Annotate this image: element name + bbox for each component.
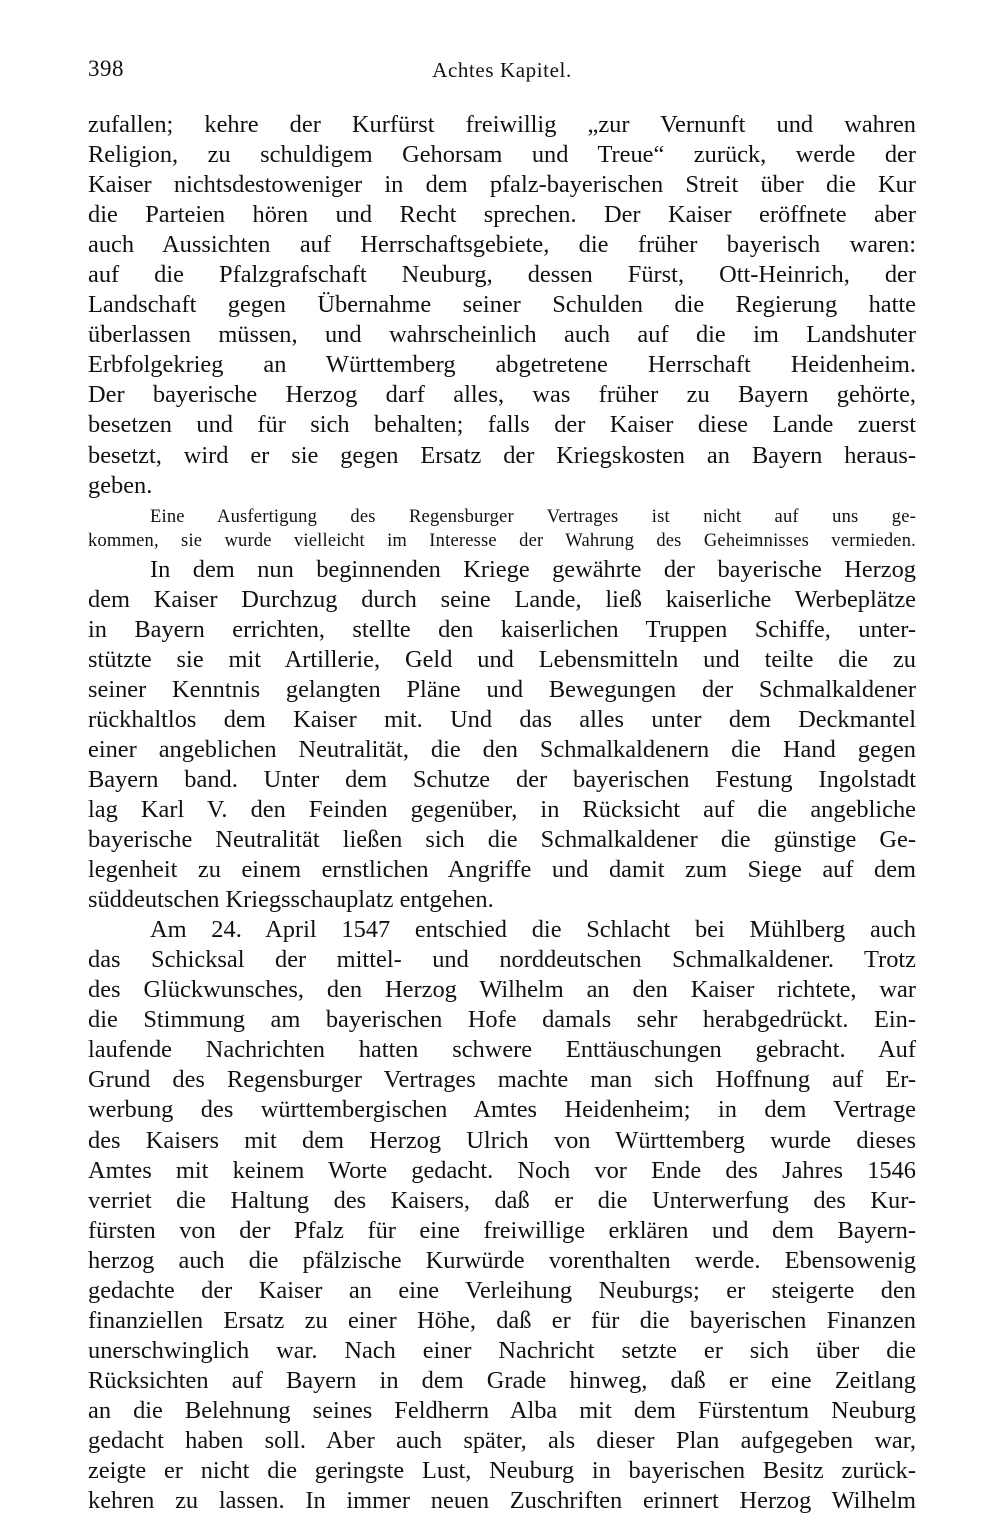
text-line: fürsten von der Pfalz für eine freiwillige erklären und dem Bayern- — [88, 1216, 916, 1244]
text-line: kehren zu lassen. In immer neuen Zuschriften erinnert Herzog Wilhelm — [88, 1487, 916, 1515]
text-line: das Schicksal der mittel- und norddeutschen Schmalkaldener. Trotz — [88, 946, 916, 974]
text-line: besetzen und für sich behalten; falls der Kaiser diese Lande zuerst — [88, 411, 916, 439]
text-line: überlassen müssen, und wahrscheinlich auch auf die im Landshuter — [88, 321, 916, 349]
text-line: auch Aussichten auf Herrschaftsgebiete, die früher bayerisch waren: — [88, 231, 916, 259]
text-line: lag Karl V. den Feinden gegenüber, in Rücksicht auf die angebliche — [88, 795, 916, 823]
text-line: legenheit zu einem ernstlichen Angriffe und damit zum Siege auf dem — [88, 856, 916, 884]
page-number: 398 — [88, 56, 124, 81]
text-line: verriet die Haltung des Kaisers, daß er die Unterwerfung des Kur- — [88, 1186, 916, 1214]
text-line: zufallen; kehre der Kurfürst freiwillig „zur Vernunft und wahren — [88, 111, 916, 138]
text-line: laufende Nachrichten hatten schwere Enttäuschungen gebracht. Auf — [88, 1036, 916, 1064]
text-line: Landschaft gegen Übernahme seiner Schulden die Regierung hatte — [88, 291, 916, 319]
text-line: herzog auch die pfälzische Kurwürde vorenthalten werde. Ebensowenig — [88, 1246, 916, 1274]
text-line: Amtes mit keinem Worte gedacht. Noch vor Ende des Jahres 1546 — [88, 1156, 916, 1184]
text-line: auf die Pfalzgrafschaft Neuburg, dessen Fürst, Ott-Heinrich, der — [88, 261, 916, 289]
note-line: kommen, sie wurde vielleicht im Interesse der Wahrung des Geheimnisses vermieden. — [88, 530, 916, 551]
text-line: stützte sie mit Artillerie, Geld und Lebensmitteln und teilte die zu — [88, 645, 916, 673]
text-line: des Kaisers mit dem Herzog Ulrich von Württemberg wurde dieses — [88, 1126, 916, 1154]
text-line: einer angeblichen Neutralität, die den Schmalkaldenern die Hand gegen — [88, 735, 916, 763]
text-line: die Parteien hören und Recht sprechen. Der Kaiser eröffnete aber — [88, 201, 916, 229]
text-line: Bayern band. Unter dem Schutze der bayerischen Festung Ingolstadt — [88, 765, 916, 793]
footnote-block — [88, 505, 916, 553]
text-line: In dem nun beginnenden Kriege gewährte der bayerische Herzog — [150, 555, 916, 583]
text-line: dem Kaiser Durchzug durch seine Lande, ließ kaiserliche Werbeplätze — [88, 585, 916, 613]
running-title: Achtes Kapitel. — [432, 58, 572, 82]
text-line: Grund des Regensburger Vertrages machte man sich Hoffnung auf Er- — [88, 1066, 916, 1094]
paragraph-3 — [88, 915, 916, 1516]
text-line: besetzt, wird er sie gegen Ersatz der Kriegskosten an Bayern heraus- — [88, 441, 916, 469]
paragraph-1 — [88, 110, 916, 501]
text-line: die Stimmung am bayerischen Hofe damals sehr herabgedrückt. Ein- — [88, 1006, 916, 1034]
text-line: bayerische Neutralität ließen sich die Schmalkaldener die günstige Ge- — [88, 826, 916, 854]
running-header — [88, 56, 916, 88]
text-line: unerschwinglich war. Nach einer Nachricht setzte er sich über die — [88, 1336, 916, 1364]
text-line: Kaiser nichtsdestoweniger in dem pfalz-bayerischen Streit über die Kur — [88, 171, 916, 199]
text-line: seiner Kenntnis gelangten Pläne und Bewegungen der Schmalkaldener — [88, 675, 916, 703]
body-text — [88, 110, 916, 1516]
text-line: geben. — [88, 471, 153, 499]
text-line: gedachte der Kaiser an eine Verleihung Neuburgs; er steigerte den — [88, 1276, 916, 1304]
note-line: Eine Ausfertigung des Regensburger Vertrages ist nicht auf uns ge- — [150, 506, 916, 527]
text-line: süddeutschen Kriegsschauplatz entgehen. — [88, 886, 494, 914]
text-line: Religion, zu schuldigem Gehorsam und Treue“ zurück, werde der — [88, 141, 916, 169]
text-line: gedacht haben soll. Aber auch später, als dieser Plan aufgegeben war, — [88, 1426, 916, 1454]
text-line: Rücksichten auf Bayern in dem Grade hinweg, daß er eine Zeitlang — [88, 1366, 916, 1394]
text-line: finanziellen Ersatz zu einer Höhe, daß er für die bayerischen Finanzen — [88, 1306, 916, 1334]
text-line: rückhaltlos dem Kaiser mit. Und das alles unter dem Deckmantel — [88, 705, 916, 733]
text-line: werbung des württembergischen Amtes Heidenheim; in dem Vertrage — [88, 1096, 916, 1124]
text-line: Erbfolgekrieg an Württemberg abgetretene Herrschaft Heidenheim. — [88, 351, 916, 379]
paragraph-2 — [88, 555, 916, 916]
text-line: an die Belehnung seines Feldherrn Alba mit dem Fürstentum Neuburg — [88, 1396, 916, 1424]
text-line: des Glückwunsches, den Herzog Wilhelm an den Kaiser richtete, war — [88, 976, 916, 1004]
text-line: Am 24. April 1547 entschied die Schlacht bei Mühlberg auch — [150, 916, 916, 944]
text-line: zeigte er nicht die geringste Lust, Neuburg in bayerischen Besitz zurück- — [88, 1457, 916, 1485]
text-line: in Bayern errichten, stellte den kaiserlichen Truppen Schiffe, unter- — [88, 615, 916, 643]
text-line: Der bayerische Herzog darf alles, was früher zu Bayern gehörte, — [88, 381, 916, 409]
